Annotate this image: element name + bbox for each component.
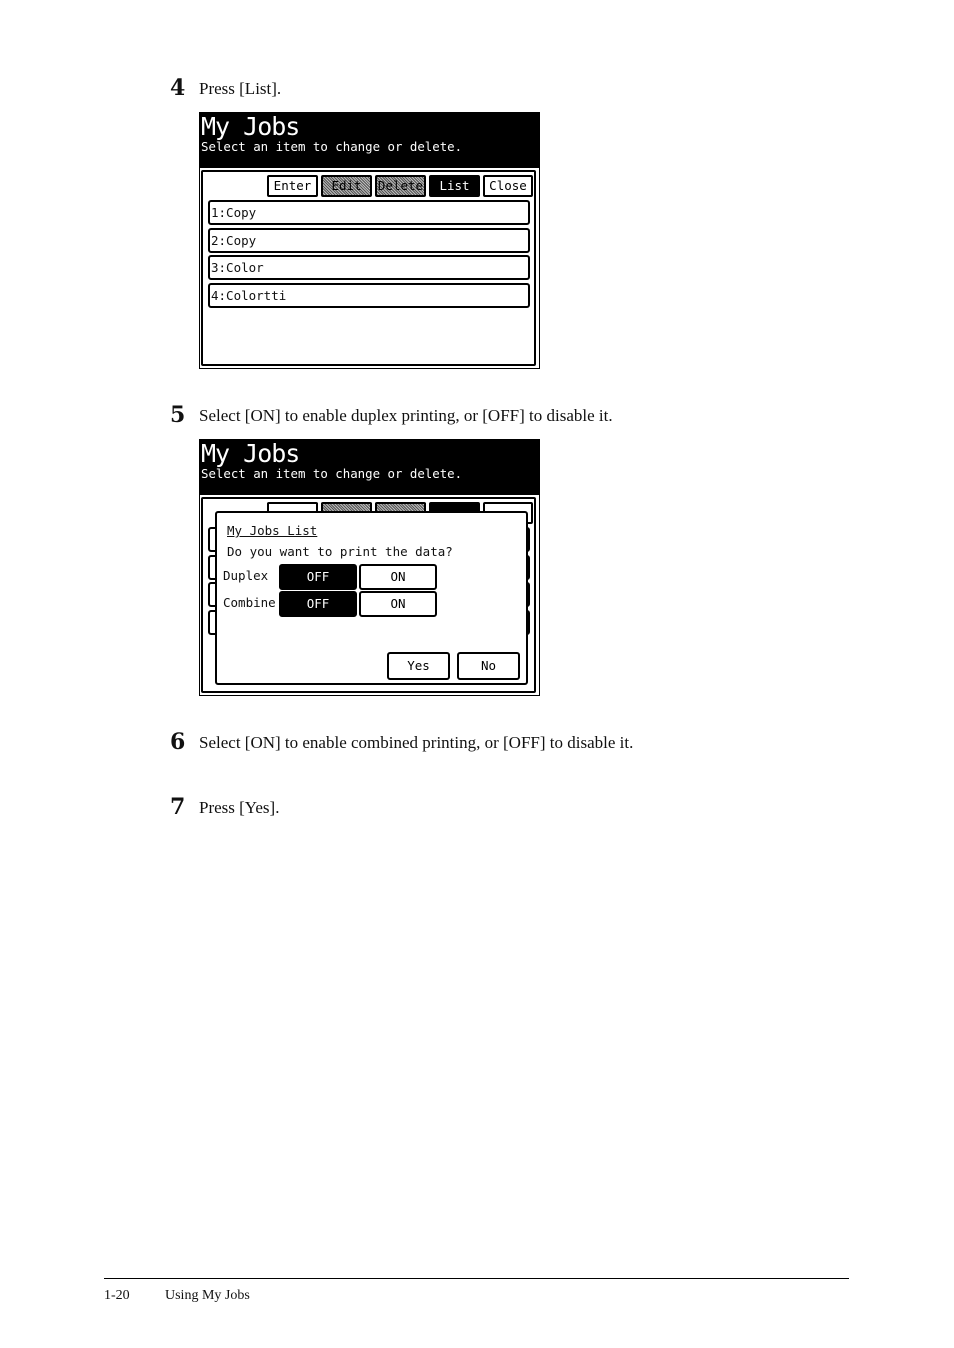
duplex-off-button[interactable]: OFF bbox=[279, 564, 357, 590]
step-number: 6 bbox=[170, 729, 186, 755]
dialog-question: Do you want to print the data? bbox=[227, 544, 453, 559]
screen-title: My Jobs bbox=[201, 112, 300, 141]
combine-on-button[interactable]: ON bbox=[359, 591, 437, 617]
step-number: 4 bbox=[170, 75, 186, 101]
screen-subtitle: Select an item to change or delete. bbox=[201, 466, 463, 481]
step-number: 5 bbox=[170, 402, 186, 428]
delete-button[interactable]: Delete bbox=[375, 175, 426, 197]
enter-button[interactable]: Enter bbox=[267, 175, 318, 197]
step-text: Select [ON] to enable combined printing, or [OFF] to disable it. bbox=[199, 733, 634, 752]
duplex-label: Duplex bbox=[223, 568, 269, 583]
list-button[interactable]: List bbox=[429, 175, 480, 197]
job-item[interactable]: 3:Color bbox=[208, 255, 530, 280]
jobs-panel bbox=[201, 170, 536, 366]
step-number: 7 bbox=[170, 794, 186, 820]
screen-header bbox=[200, 440, 539, 495]
job-item[interactable]: 4:Colortti bbox=[208, 283, 530, 308]
section-title: Using My Jobs bbox=[165, 1288, 250, 1303]
step-text: Press [List]. bbox=[199, 79, 282, 98]
lcd-screen-print-dialog bbox=[199, 439, 540, 696]
screen-title: My Jobs bbox=[201, 439, 300, 468]
job-item[interactable]: 1:Copy bbox=[208, 200, 530, 225]
jobs-panel-behind bbox=[201, 497, 536, 693]
screen-header bbox=[200, 113, 539, 168]
job-item[interactable]: 2:Copy bbox=[208, 228, 530, 253]
lcd-screen-list bbox=[199, 112, 540, 369]
combine-label: Combine bbox=[223, 595, 276, 610]
page-number: 1-20 bbox=[104, 1288, 130, 1303]
print-dialog bbox=[215, 511, 528, 685]
close-button[interactable]: Close bbox=[483, 175, 533, 197]
no-button[interactable]: No bbox=[457, 652, 520, 680]
footer-divider bbox=[104, 1278, 849, 1279]
step-text: Select [ON] to enable duplex printing, or [OFF] to disable it. bbox=[199, 406, 613, 425]
yes-button[interactable]: Yes bbox=[387, 652, 450, 680]
screen-subtitle: Select an item to change or delete. bbox=[201, 139, 463, 154]
edit-button[interactable]: Edit bbox=[321, 175, 372, 197]
dialog-heading: My Jobs List bbox=[227, 523, 318, 538]
combine-off-button[interactable]: OFF bbox=[279, 591, 357, 617]
step-text: Press [Yes]. bbox=[199, 798, 280, 817]
duplex-on-button[interactable]: ON bbox=[359, 564, 437, 590]
